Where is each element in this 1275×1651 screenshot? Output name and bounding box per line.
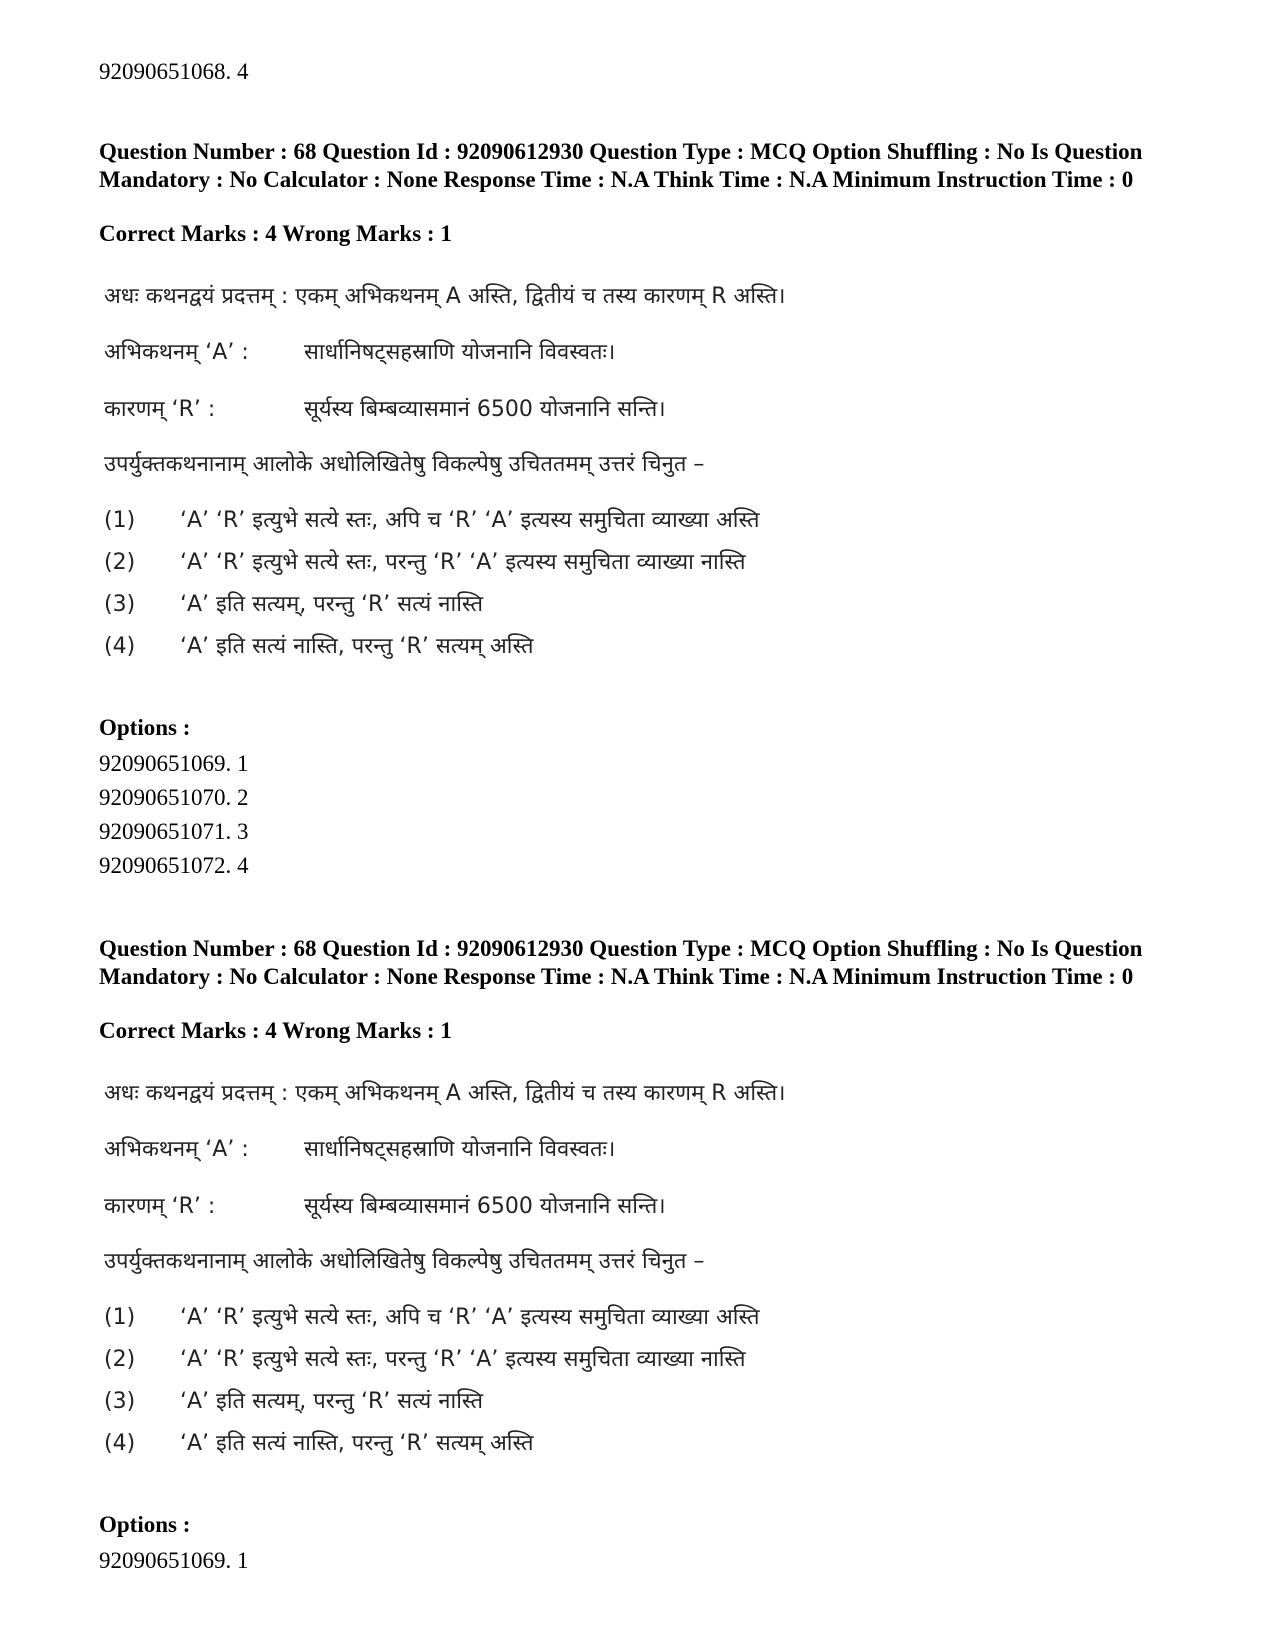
choice-number: (3) xyxy=(104,592,136,617)
choice-number: (2) xyxy=(104,1347,136,1372)
question-intro: अधः कथनद्वयं प्रदत्तम् : एकम् अभिकथनम् A अस्ति, द्वितीयं च तस्य कारणम् R अस्ति। xyxy=(104,284,786,309)
option-line: 92090651072. 4 xyxy=(99,853,249,878)
choice-text: ‘A’ इति सत्यम्, परन्तु ‘R’ सत्यं नास्ति xyxy=(180,592,483,617)
assertion-text: सार्धानिषट्सहस्राणि योजनानि विवस्वतः। xyxy=(304,340,616,365)
marks-line: Correct Marks : 4 Wrong Marks : 1 xyxy=(99,221,452,246)
question-header: Question Number : 68 Question Id : 92090612930 Question Type : MCQ Option Shuffling : No Is Question Mandatory : No Calculator : None Response Time : N.A Think Time : N.A Minimum Instruction Time : 0 xyxy=(99,936,1143,989)
reason-line xyxy=(104,395,666,425)
assertion-line xyxy=(104,1135,616,1165)
question-instruction: उपर्युक्तकथनानाम् आलोके अधोलिखितेषु विकल्पेषु उचिततमम् उत्तरं चिनुत – xyxy=(104,452,705,477)
option-line: 92090651070. 2 xyxy=(99,785,249,810)
reason-text: सूर्यस्य बिम्बव्यासमानं 6500 योजनानि सन्ति। xyxy=(304,1194,666,1219)
choice-number: (1) xyxy=(104,1305,136,1330)
choice-item xyxy=(104,632,534,662)
reason-text: सूर्यस्य बिम्बव्यासमानं 6500 योजनानि सन्ति। xyxy=(304,397,666,422)
choice-text: ‘A’ ‘R’ इत्युभे सत्ये स्तः, परन्तु ‘R’ ‘A’ इत्यस्य समुचिता व्याख्या नास्ति xyxy=(180,1347,746,1372)
choice-text: ‘A’ ‘R’ इत्युभे सत्ये स्तः, परन्तु ‘R’ ‘A’ इत्यस्य समुचिता व्याख्या नास्ति xyxy=(180,550,746,575)
choice-number: (1) xyxy=(104,508,136,533)
choice-number: (4) xyxy=(104,1431,136,1456)
option-line: 92090651069. 1 xyxy=(99,751,249,776)
assertion-text: सार्धानिषट्सहस्राणि योजनानि विवस्वतः। xyxy=(304,1137,616,1162)
reason-label: कारणम् ‘R’ : xyxy=(104,1194,216,1219)
choice-text: ‘A’ इति सत्यं नास्ति, परन्तु ‘R’ सत्यम् अस्ति xyxy=(180,634,534,659)
choice-text: ‘A’ इति सत्यम्, परन्तु ‘R’ सत्यं नास्ति xyxy=(180,1389,483,1414)
choice-item xyxy=(104,506,760,536)
choice-item xyxy=(104,590,483,620)
choice-number: (3) xyxy=(104,1389,136,1414)
assertion-line xyxy=(104,338,616,368)
choice-number: (4) xyxy=(104,634,136,659)
reason-line xyxy=(104,1192,666,1222)
choice-item xyxy=(104,1345,746,1375)
reason-label: कारणम् ‘R’ : xyxy=(104,397,216,422)
choice-item xyxy=(104,548,746,578)
choice-number: (2) xyxy=(104,550,136,575)
options-heading: Options : xyxy=(99,715,191,740)
question-header: Question Number : 68 Question Id : 92090612930 Question Type : MCQ Option Shuffling : No Is Question Mandatory : No Calculator : None Response Time : N.A Think Time : N.A Minimum Instruction Time : 0 xyxy=(99,139,1143,192)
options-heading: Options : xyxy=(99,1512,191,1537)
choice-text: ‘A’ ‘R’ इत्युभे सत्ये स्तः, अपि च ‘R’ ‘A’ इत्यस्य समुचिता व्याख्या अस्ति xyxy=(180,1305,760,1330)
choice-item xyxy=(104,1387,483,1417)
choice-text: ‘A’ इति सत्यं नास्ति, परन्तु ‘R’ सत्यम् अस्ति xyxy=(180,1431,534,1456)
choice-item xyxy=(104,1429,534,1459)
choice-text: ‘A’ ‘R’ इत्युभे सत्ये स्तः, अपि च ‘R’ ‘A’ इत्यस्य समुचिता व्याख्या अस्ति xyxy=(180,508,760,533)
previous-option-line: 92090651068. 4 xyxy=(99,59,249,84)
option-line: 92090651069. 1 xyxy=(99,1548,249,1573)
question-intro: अधः कथनद्वयं प्रदत्तम् : एकम् अभिकथनम् A अस्ति, द्वितीयं च तस्य कारणम् R अस्ति। xyxy=(104,1081,786,1106)
option-line: 92090651071. 3 xyxy=(99,819,249,844)
assertion-label: अभिकथनम् ‘A’ : xyxy=(104,1137,249,1162)
choice-item xyxy=(104,1303,760,1333)
assertion-label: अभिकथनम् ‘A’ : xyxy=(104,340,249,365)
marks-line: Correct Marks : 4 Wrong Marks : 1 xyxy=(99,1018,452,1043)
question-instruction: उपर्युक्तकथनानाम् आलोके अधोलिखितेषु विकल्पेषु उचिततमम् उत्तरं चिनुत – xyxy=(104,1249,705,1274)
